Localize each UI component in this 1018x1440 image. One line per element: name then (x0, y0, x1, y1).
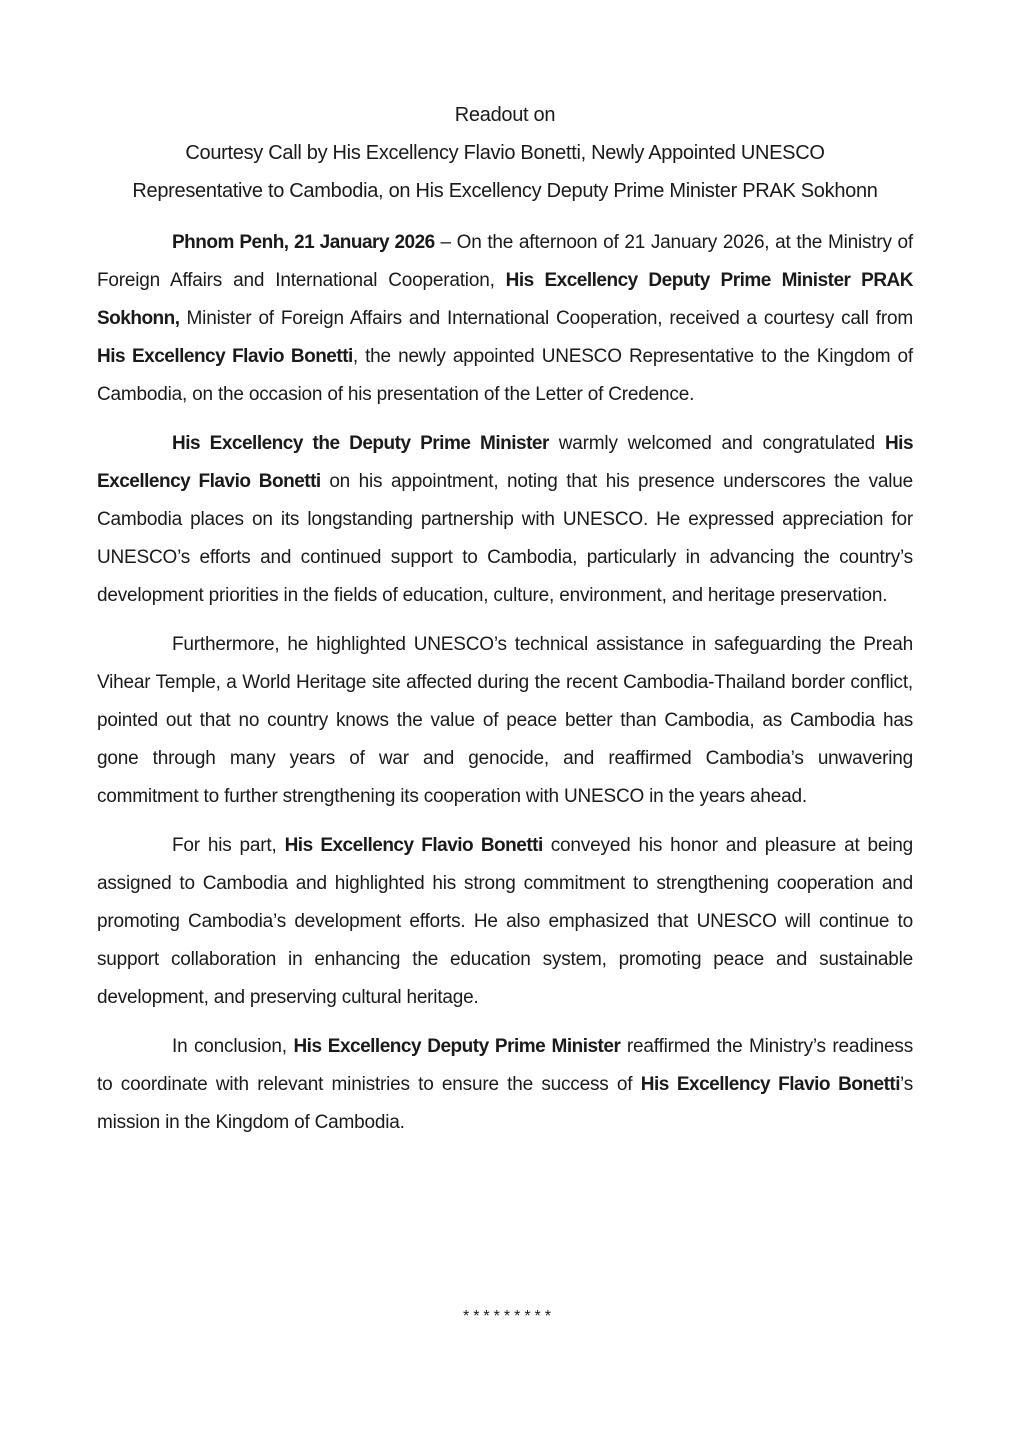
bold-run: Phnom Penh, 21 January 2026 (172, 232, 435, 253)
text-run: conveyed his honor and pleasure at being assigned to Cambodia and highlighted his strong commitment to strengthening cooperation and promoting Cambodia’s development efforts. He also emphasized that UNESCO will continue to support collaboration in enhancing the education system, promoting peace and sustainable development, and preserving cultural heritage. (97, 835, 913, 1008)
bold-run: His Excellency Flavio Bonetti (284, 835, 543, 856)
text-run: reaffirmed the Ministry’s readiness to coordinate with relevant ministries to ensure the success of (97, 1036, 913, 1095)
paragraph-heritage (97, 626, 913, 816)
paragraph-welcome (97, 425, 913, 615)
bold-run: His Excellency the Deputy Prime Minister (172, 433, 549, 454)
readout-heading: Readout on (454, 104, 556, 126)
text-run: ’s mission in the Kingdom of Cambodia. (97, 1074, 913, 1133)
paragraph-intro (97, 224, 913, 414)
text-run: on his appointment, noting that his presence underscores the value Cambodia places on its longstanding partnership with UNESCO. He expressed appreciation for UNESCO’s efforts and continued support to Cambodia, particularly in advancing the country’s development priorities in the fields of education, culture, environment, and heritage preservation. (97, 471, 913, 606)
paragraph-conclusion (97, 1028, 913, 1142)
bold-run: His Excellency Deputy Prime Minister PRAK Sokhonn, (97, 270, 913, 329)
title-block (97, 96, 913, 210)
text-run: – On the afternoon of 21 January 2026, at the Ministry of Foreign Affairs and International Cooperation, (97, 232, 913, 291)
paragraph-response (97, 827, 913, 1017)
text-run: For his part, (172, 835, 285, 856)
text-run: Furthermore, he highlighted UNESCO’s technical assistance in safeguarding the Preah Vihear Temple, a World Heritage site affected during the recent Cambodia-Thailand border conflict, pointed out that no country knows the value of peace better than Cambodia, as Cambodia has gone through many years of war and genocide, and reaffirmed Cambodia’s unwavering commitment to further strengthening its cooperation with UNESCO in the years ahead. (97, 634, 913, 807)
bold-run: His Excellency Deputy Prime Minister (293, 1036, 621, 1057)
text-run: warmly welcomed and congratulated (548, 433, 885, 454)
bold-run: His Excellency Flavio Bonetti (97, 346, 353, 367)
text-run: Minister of Foreign Affairs and International Cooperation, received a courtesy call from (179, 308, 913, 329)
body-text (97, 224, 913, 1142)
title-line-1: Courtesy Call by His Excellency Flavio Bonetti, Newly Appointed UNESCO (185, 142, 825, 164)
title-line-2: Representative to Cambodia, on His Excellency Deputy Prime Minister PRAK Sokhonn (132, 180, 878, 202)
document-page (97, 96, 913, 1153)
end-mark: ********* (462, 1308, 556, 1325)
text-run: In conclusion, (172, 1036, 294, 1057)
bold-run: His Excellency Flavio Bonetti (97, 433, 914, 492)
text-run: , the newly appointed UNESCO Representative to the Kingdom of Cambodia, on the occasion of his presentation of the Letter of Credence. (97, 346, 913, 405)
bold-run: His Excellency Flavio Bonetti (640, 1074, 901, 1095)
